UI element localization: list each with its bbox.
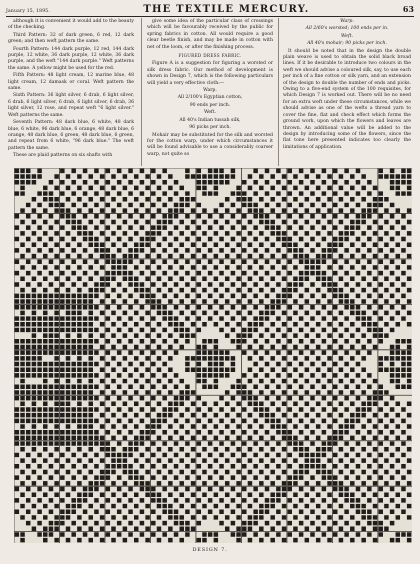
spec-line: 90 ends per inch. (189, 102, 231, 108)
text-column-middle (147, 19, 273, 159)
paragraph: Fourth Pattern: 144 dark purple, 12 red, 144 dark purple, 12 white, 36 dark purple, 12 white, 36 dark purple, and the weft "144 dark purple." Weft patterns the same. A yellow might be used for the red. (8, 46, 134, 71)
weave-design-grid (14, 168, 412, 543)
spec-line: Warp. (203, 88, 217, 94)
spec-line: All 2/100's Egyptian cotton, (177, 95, 243, 101)
paragraph: give some idea of the particular class of crossings which will be favourably received by the public for spring fabrics in cotton. All would require a good clear beetle finish, and may be made in cotton with net of the loom, or after the finishing process. (147, 19, 273, 50)
section-heading: FIGURED DRESS FABRIC. (178, 53, 242, 59)
spec-line: 96 picks per inch. (189, 125, 231, 131)
column-divider (141, 18, 142, 166)
spec-line: Weft. (203, 110, 217, 116)
paragraph: Third Pattern: 32 of dark green, 6 red, 12 dark green; and then weft pattern the same. (8, 32, 134, 45)
paragraph: These are plaid patterns on six shafts with (13, 153, 113, 159)
text-column-right (283, 19, 411, 152)
spec-line: All 40's Indian tussah silk, (179, 117, 241, 123)
spec-line: All 2/60's worsted; 100 ends per in. (305, 26, 389, 32)
issue-date: January 15, 1895. (6, 9, 50, 14)
column-divider (278, 18, 279, 166)
paragraph: although it is convenient it would add to the beauty of the checking. (8, 19, 134, 31)
paragraph: It should be noted that in the design the double plain weave is used to obtain the solid black broad lines. If it be desirable to introduce two colours in the weft we should advise a coloured silk, say, to use each per inch of a fine cotton or silk yarn, and an extension of the design to double the number of ends and picks. Owing to a five-end system of the 100 requisites, for which Design 7 is worked out. There will be no need for an extra weft under these circumstances, while we should advise as one of the wefts a thread yarn to cover the fine, flat and check effect which forms the ground work, upon which the flowers and leaves are thrown. An additional value will be added to the design by introducing some of the flowers, since the flat tone here presented indicates too clearly the limitations of application. (283, 48, 411, 150)
paragraph: Seventh Pattern: 48 dark blue, 6 white, 48 dark blue, 6 white, 96 dark blue, 6 orange, 48 dark blue, 6 orange, 48 dark blue, 6 green, 48 dark blue, 6 green, and repeat from 6 white, "96 dark blue." The weft pattern the same. (8, 120, 134, 151)
header-rule (6, 16, 414, 17)
figure-caption: DESIGN 7. (192, 547, 228, 553)
text-column-left (8, 19, 134, 161)
page-header (6, 4, 414, 16)
paragraph: Figure A is a suggestion for figuring a worsted or silk dress fabric. Our method of development is shown in Design 7, which is the following particulars will yield a very effective cloth:— (147, 61, 273, 86)
spec-line: Weft. (340, 33, 354, 39)
design-7-point-paper (14, 168, 412, 543)
spec-line: All 40's mohair; 90 picks per inch. (307, 41, 387, 47)
paragraph: Fifth Pattern: 48 light cream, 12 marine blue, 48 light cream, 12 damask or coral. Weft pattern the same. (8, 73, 134, 92)
publication-title: THE TEXTILE MERCURY. (143, 4, 310, 15)
paragraph: Mohair may be substituted for the silk and worsted for the cotton warp, under which circumstances it will be found advisable to use a considerably coarser warp, not quite so (147, 132, 273, 157)
spec-line: Warp. (340, 19, 354, 24)
paragraph: Sixth Pattern: 36 light silver, 6 drab, 6 light silver, 6 drab, 6 light silver, 6 drab, 6 light silver, 6 drab, 36 light silver, 12 rose, and repeat weft "6 light silver." Weft patterns the same. (8, 93, 134, 118)
page-number: 63 (402, 4, 414, 14)
